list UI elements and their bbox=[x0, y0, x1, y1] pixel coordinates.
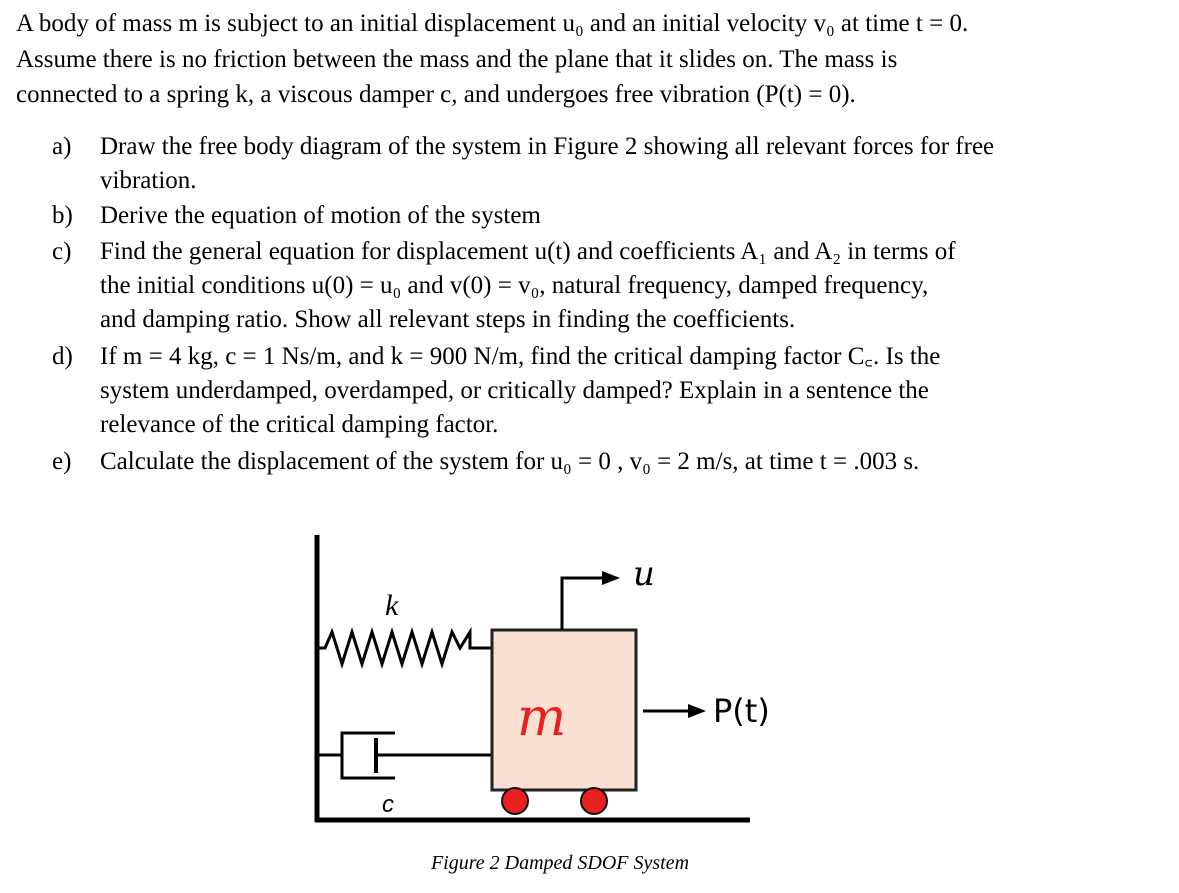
question-text-line: vibration. bbox=[100, 167, 197, 194]
displacement-label: u bbox=[633, 554, 655, 594]
wheel-right bbox=[581, 788, 607, 814]
question-text-line: Calculate the displacement of the system for u₀ = 0 , v₀ = 2 m/s, at time t = .003 s. bbox=[100, 448, 920, 475]
spring-label: k bbox=[385, 589, 399, 622]
mass-label: m bbox=[517, 688, 567, 748]
spring bbox=[317, 632, 492, 664]
wheel-left bbox=[502, 788, 528, 814]
displacement-arrow bbox=[562, 571, 620, 630]
figure-caption: Figure 2 Damped SDOF System bbox=[430, 852, 690, 874]
question-label: a) bbox=[52, 133, 72, 160]
question-label: d) bbox=[52, 343, 73, 370]
damper bbox=[317, 733, 492, 778]
question-label: c) bbox=[52, 238, 72, 265]
intro-line-3: connected to a spring k, a viscous damper c, and undergoes free vibration (P(t) = 0). bbox=[16, 81, 856, 108]
question-text-line: and damping ratio. Show all relevant steps in finding the coefficients. bbox=[100, 306, 796, 333]
force-label: P(t) bbox=[713, 692, 770, 730]
question-text-line: If m = 4 kg, c = 1 Ns/m, and k = 900 N/m, find the critical damping factor C꜀. Is the bbox=[100, 343, 941, 370]
question-text-line: Find the general equation for displacement u(t) and coefficients A₁ and A₂ in terms of bbox=[100, 238, 956, 265]
question-text-line: relevance of the critical damping factor. bbox=[100, 411, 499, 438]
question-text-line: Derive the equation of motion of the system bbox=[100, 202, 541, 229]
intro-line-2: Assume there is no friction between the mass and the plane that it slides on. The mass is bbox=[16, 45, 898, 73]
question-text-line: the initial conditions u(0) = u₀ and v(0) = v₀, natural frequency, damped frequency, bbox=[100, 272, 929, 299]
question-label: e) bbox=[52, 448, 72, 475]
question-text-line: system underdamped, overdamped, or critically damped? Explain in a sentence the bbox=[100, 377, 929, 404]
intro-line-1: A body of mass m is subject to an initial displacement u₀ and an initial velocity v₀ at time t = 0. bbox=[16, 10, 969, 37]
damper-label: c bbox=[382, 791, 394, 818]
question-label: b) bbox=[52, 202, 73, 229]
force-arrow bbox=[643, 704, 706, 718]
question-text-line: Draw the free body diagram of the system in Figure 2 showing all relevant forces for free bbox=[100, 133, 995, 160]
